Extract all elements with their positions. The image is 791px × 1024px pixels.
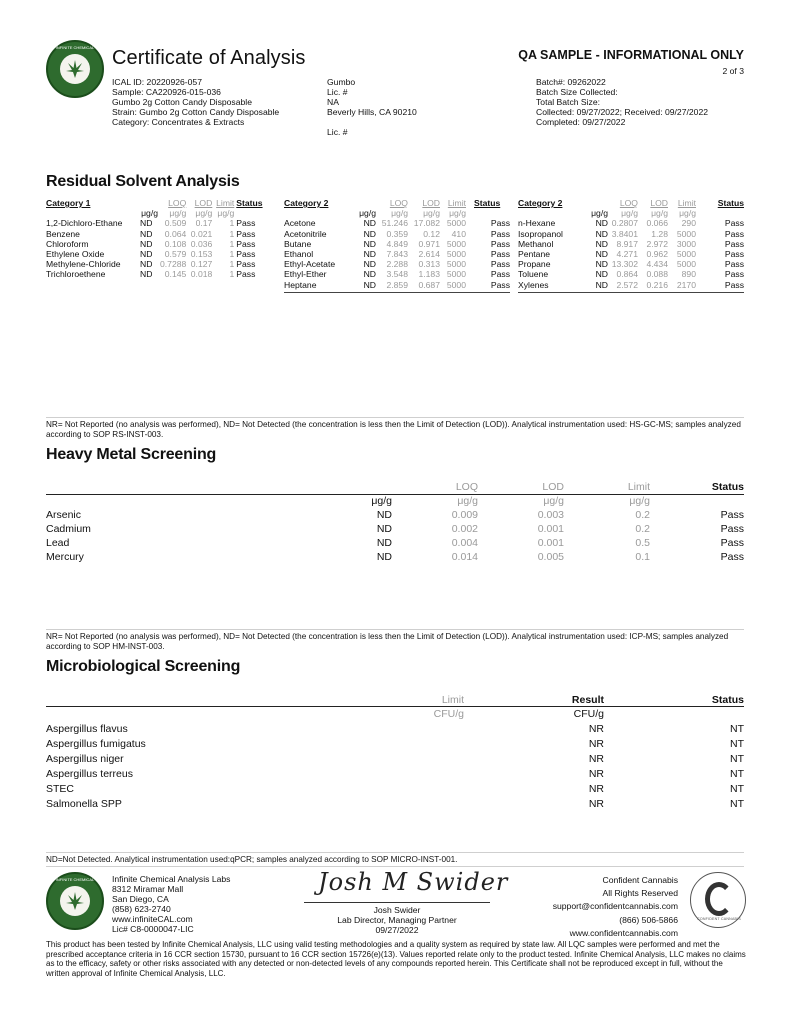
client-info-line: Lic. # <box>327 87 348 97</box>
unit-label: μg/g <box>651 208 668 219</box>
status: Pass <box>490 259 510 270</box>
loq: 0.064 <box>164 228 187 239</box>
category-header: Category 1 <box>46 198 91 208</box>
unit-label: μg/g <box>217 208 235 219</box>
status-header: Status <box>717 198 744 208</box>
unit-label: μg/g <box>423 208 440 219</box>
table-row <box>518 280 744 290</box>
lod: 0.001 <box>537 537 564 549</box>
analyte-name: Trichloroethene <box>46 269 106 280</box>
status: NT <box>730 722 744 735</box>
limit: 410 <box>451 228 466 239</box>
status: Pass <box>720 537 744 549</box>
analyte-name: Acetone <box>284 218 316 229</box>
limit-header: Limit <box>627 481 650 493</box>
analyte-name: Pentane <box>518 249 551 260</box>
micro-table <box>46 693 744 811</box>
result-header: Result <box>571 694 604 706</box>
limit: 5000 <box>446 279 466 290</box>
table-row <box>46 522 744 536</box>
lab-info-line: www.infiniteCAL.com <box>112 914 193 924</box>
table-row <box>46 781 744 796</box>
result: ND <box>140 259 153 270</box>
cannabis-leaf-icon <box>60 54 90 84</box>
loq: 13.302 <box>611 259 638 270</box>
limit: 0.2 <box>635 523 650 535</box>
lod: 0.018 <box>190 269 213 280</box>
lod-header: LOD <box>422 198 440 208</box>
table-row <box>284 229 510 239</box>
limit: 2170 <box>676 279 696 290</box>
loq: 3.8401 <box>611 228 638 239</box>
lod: 4.434 <box>646 259 668 270</box>
lod: 17.082 <box>413 218 440 229</box>
loq: 0.579 <box>164 249 187 260</box>
lod: 0.216 <box>646 279 668 290</box>
lod: 1.28 <box>651 228 668 239</box>
analyte-name: Methylene-Chloride <box>46 259 121 270</box>
table-row <box>518 269 744 279</box>
result: ND <box>363 259 376 270</box>
limit: 0.1 <box>635 551 650 563</box>
limit: 3000 <box>676 238 696 249</box>
sample-info-line: Category: Concentrates & Extracts <box>112 117 245 127</box>
unit-label: μg/g <box>195 208 213 219</box>
loq: 0.145 <box>164 269 187 280</box>
signer-info <box>304 905 490 935</box>
table-row <box>46 259 272 269</box>
unit-label: μg/g <box>591 208 608 219</box>
status-header: Status <box>711 694 744 706</box>
metal-note: NR= Not Reported (no analysis was performed), ND= Not Detected (the concentration is less then the Limit of Detection (LOD)). Analytical instrumentation used: ICP-MS; samples analyzed according to SOP HM-INST-003. <box>46 632 729 651</box>
limit: 890 <box>681 269 696 280</box>
lod: 2.614 <box>418 249 440 260</box>
result: NR <box>588 722 604 735</box>
signer-date: 09/27/2022 <box>375 925 419 935</box>
divider <box>46 866 744 867</box>
analyte-name: Aspergillus fumigatus <box>46 737 146 750</box>
result: ND <box>140 218 153 229</box>
unit-label: CFU/g <box>433 708 464 720</box>
result: ND <box>140 249 153 260</box>
limit: 0.5 <box>635 537 650 549</box>
result: NR <box>588 797 604 810</box>
analyte-name: Toluene <box>518 269 549 280</box>
analyte-name: STEC <box>46 782 75 795</box>
status: Pass <box>724 259 744 270</box>
result: ND <box>376 537 392 549</box>
analyte-name: Propane <box>518 259 551 270</box>
disclaimer: This product has been tested by Infinite Chemical Analysis, LLC using valid testing methodologies and a quality system as required by state law. All LQC samples were performed and met the prescribed acceptance criteria in 16 CCR section 15730, pursuant to 16 CCR section 15726(e)(13). Values reported relate only to the product tested. Infinite Chemical Analysis, LLC makes no claims as to the efficacy, safety or other risks associated with any detected or non-detected levels of any compounds reported herein. This Certificate shall not be reproduced except in full, without the written approval of Infinite Chemical Analysis, LLC. <box>46 940 746 978</box>
lod: 0.088 <box>646 269 668 280</box>
loq: 0.2807 <box>611 218 638 229</box>
loq: 0.004 <box>451 537 478 549</box>
qa-label: QA SAMPLE - INFORMATIONAL ONLY <box>518 48 744 62</box>
unit-label: μg/g <box>391 208 408 219</box>
lab-info-line: 8312 Miramar Mall <box>112 884 184 894</box>
c-letter-icon <box>705 882 733 916</box>
analyte-name: Isopropanol <box>518 228 563 239</box>
status: Pass <box>490 238 510 249</box>
lab-info-line: San Diego, CA <box>112 894 169 904</box>
lod: 0.127 <box>190 259 213 270</box>
result: ND <box>363 228 376 239</box>
lod: 0.005 <box>537 551 564 563</box>
table-row <box>46 218 272 228</box>
unit-label: μg/g <box>543 495 564 507</box>
analyte-name: Ethyl-Ether <box>284 269 327 280</box>
analyte-name: Aspergillus terreus <box>46 767 133 780</box>
table-row <box>46 249 272 259</box>
table-row <box>518 239 744 249</box>
lab-seal-logo: INFINITE CHEMICAL <box>46 872 104 930</box>
loq: 2.859 <box>386 279 408 290</box>
signer-title: Lab Director, Managing Partner <box>337 915 457 925</box>
status: Pass <box>724 279 744 290</box>
table-row <box>46 269 272 279</box>
unit-label: μg/g <box>371 495 392 507</box>
sample-info-line: Gumbo 2g Cotton Candy Disposable <box>112 97 252 107</box>
sample-info-line: Sample: CA220926-015-036 <box>112 87 221 97</box>
limit-header: Limit <box>441 694 464 706</box>
loq: 0.509 <box>164 218 187 229</box>
loq: 2.572 <box>616 279 638 290</box>
table-row <box>284 218 510 228</box>
status: Pass <box>236 259 256 270</box>
result: NR <box>588 752 604 765</box>
result: ND <box>140 269 153 280</box>
loq: 7.843 <box>386 249 408 260</box>
status: Pass <box>236 249 256 260</box>
table-row <box>46 536 744 550</box>
limit: 5000 <box>446 238 466 249</box>
solvent-section-title: Residual Solvent Analysis <box>46 173 240 190</box>
result: ND <box>363 238 376 249</box>
table-row <box>46 229 272 239</box>
loq: 0.009 <box>451 509 478 521</box>
unit-label: μg/g <box>621 208 638 219</box>
lod: 0.003 <box>537 509 564 521</box>
batch-info-line: Completed: 09/27/2022 <box>536 117 626 127</box>
result: ND <box>595 249 608 260</box>
status-header: Status <box>711 481 744 493</box>
lod: 0.687 <box>418 279 440 290</box>
table-row <box>46 751 744 766</box>
lod-header: LOD <box>194 198 213 208</box>
status: NT <box>730 782 744 795</box>
unit-label: μg/g <box>457 495 478 507</box>
batch-info-line: Batch#: 09262022 <box>536 77 606 87</box>
unit-label: μg/g <box>141 208 158 219</box>
status-header: Status <box>474 198 501 208</box>
limit: 1 <box>229 238 235 249</box>
signer-name: Josh Swider <box>373 905 421 915</box>
lod: 1.183 <box>418 269 440 280</box>
limit: 1 <box>229 259 235 270</box>
status: Pass <box>724 228 744 239</box>
status: Pass <box>720 523 744 535</box>
batch-info-line: Total Batch Size: <box>536 97 601 107</box>
loq: 8.917 <box>616 238 638 249</box>
divider <box>518 292 744 293</box>
result: ND <box>595 269 608 280</box>
status: Pass <box>236 238 256 249</box>
analyte-name: Xylenes <box>518 279 549 290</box>
limit-header: Limit <box>447 198 466 208</box>
limit: 5000 <box>676 249 696 260</box>
status: Pass <box>490 279 510 290</box>
client-info-line <box>327 117 417 127</box>
signature-line <box>304 902 490 903</box>
limit: 0.2 <box>635 509 650 521</box>
analyte-name: Lead <box>46 537 70 549</box>
result: NR <box>588 737 604 750</box>
status: Pass <box>490 218 510 229</box>
status: Pass <box>720 551 744 563</box>
client-info <box>327 77 417 137</box>
table-row <box>518 249 744 259</box>
table-row <box>284 280 510 290</box>
status-header: Status <box>236 198 263 208</box>
loq-header: LOQ <box>168 198 187 208</box>
status: NT <box>730 737 744 750</box>
result: ND <box>363 269 376 280</box>
table-row <box>46 239 272 249</box>
loq: 51.246 <box>381 218 408 229</box>
result: ND <box>376 523 392 535</box>
metal-section-title: Heavy Metal Screening <box>46 446 217 463</box>
analyte-name: 1,2-Dichloro-Ethane <box>46 218 123 229</box>
loq: 0.864 <box>616 269 638 280</box>
status: Pass <box>490 228 510 239</box>
limit: 5000 <box>446 269 466 280</box>
lab-info <box>112 874 230 934</box>
limit-header: Limit <box>216 198 235 208</box>
lod: 0.313 <box>418 259 440 270</box>
lod: 0.12 <box>423 228 440 239</box>
loq-header: LOQ <box>619 198 638 208</box>
lod: 0.036 <box>190 238 213 249</box>
table-row <box>46 796 744 811</box>
limit: 5000 <box>446 249 466 260</box>
divider <box>284 292 510 293</box>
solvent-table-category-1 <box>46 198 272 280</box>
result: NR <box>588 782 604 795</box>
result: NR <box>588 767 604 780</box>
limit: 290 <box>681 218 696 229</box>
status: Pass <box>724 269 744 280</box>
result: ND <box>363 249 376 260</box>
limit: 5000 <box>446 218 466 229</box>
solvent-note: NR= Not Reported (no analysis was performed), ND= Not Detected (the concentration is less then the Limit of Detection (LOD)). Analytical instrumentation used: HS-GC-MS; samples analyzed according to SOP RS-INST-003. <box>46 420 741 439</box>
lod: 0.17 <box>195 218 213 229</box>
analyte-name: Salmonella SPP <box>46 797 122 810</box>
table-row <box>46 550 744 564</box>
table-row <box>284 259 510 269</box>
table-row <box>518 229 744 239</box>
status: Pass <box>236 269 256 280</box>
result: ND <box>595 279 608 290</box>
result: ND <box>363 218 376 229</box>
page-number: 2 of 3 <box>722 66 744 76</box>
unit-label: μg/g <box>449 208 466 219</box>
cc-info-line: All Rights Reserved <box>602 888 678 899</box>
lod: 0.001 <box>537 523 564 535</box>
page-title: Certificate of Analysis <box>112 47 306 69</box>
limit: 1 <box>229 249 235 260</box>
sample-info-line: Strain: Gumbo 2g Cotton Candy Disposable <box>112 107 280 117</box>
result: ND <box>363 279 376 290</box>
status: Pass <box>724 238 744 249</box>
result: ND <box>595 259 608 270</box>
loq: 4.271 <box>616 249 638 260</box>
result: ND <box>376 509 392 521</box>
micro-note: ND=Not Detected. Analytical instrumentation used:qPCR; samples analyzed according to SOP MICRO-INST-001. <box>46 855 458 864</box>
lod: 0.021 <box>190 228 213 239</box>
category-header: Category 2 <box>518 198 563 208</box>
limit: 1 <box>229 218 235 229</box>
lod: 0.066 <box>646 218 668 229</box>
limit: 5000 <box>676 228 696 239</box>
table-row <box>46 508 744 522</box>
client-info-line: Lic. # <box>327 127 348 137</box>
result: ND <box>140 238 153 249</box>
table-row <box>284 249 510 259</box>
category-header: Category 2 <box>284 198 329 208</box>
status: Pass <box>236 228 256 239</box>
lab-seal-logo: INFINITE CHEMICAL <box>46 40 104 98</box>
analyte-name: Butane <box>284 238 312 249</box>
batch-info-line: Collected: 09/27/2022; Received: 09/27/2022 <box>536 107 709 117</box>
loq: 0.002 <box>451 523 478 535</box>
analyte-name: Chloroform <box>46 238 89 249</box>
lab-info-line: (858) 623-2740 <box>112 904 171 914</box>
status: NT <box>730 767 744 780</box>
lod: 0.971 <box>418 238 440 249</box>
analyte-name: Aspergillus flavus <box>46 722 128 735</box>
analyte-name: Benzene <box>46 228 80 239</box>
table-row <box>46 736 744 751</box>
analyte-name: Ethylene Oxide <box>46 249 105 260</box>
lab-info-line: Lic# C8-0000047-LIC <box>112 924 194 934</box>
lod-header: LOD <box>542 481 564 493</box>
client-info-line: Gumbo <box>327 77 356 87</box>
divider <box>46 629 744 630</box>
cc-logo-text: CONFIDENT CANNABIS <box>697 917 741 921</box>
table-row <box>46 766 744 781</box>
status: Pass <box>724 249 744 260</box>
loq: 3.548 <box>386 269 408 280</box>
analyte-name: Methanol <box>518 238 554 249</box>
analyte-name: Cadmium <box>46 523 91 535</box>
lod: 0.153 <box>190 249 213 260</box>
cc-info-line: Confident Cannabis <box>602 875 678 885</box>
lab-info-line: Infinite Chemical Analysis Labs <box>112 874 231 884</box>
result: ND <box>595 228 608 239</box>
solvent-table-category-2b <box>518 198 744 290</box>
cc-info-line: support@confidentcannabis.com <box>552 901 678 912</box>
table-row <box>518 259 744 269</box>
divider <box>46 852 744 853</box>
limit: 5000 <box>446 259 466 270</box>
lod: 0.962 <box>646 249 668 260</box>
status: Pass <box>236 218 256 229</box>
cc-info <box>553 874 678 940</box>
analyte-name: Ethanol <box>284 249 314 260</box>
loq: 0.108 <box>164 238 187 249</box>
analyte-name: Mercury <box>46 551 84 563</box>
analyte-name: n-Hexane <box>518 218 556 229</box>
analyte-name: Ethyl-Acetate <box>284 259 336 270</box>
loq: 2.288 <box>386 259 408 270</box>
analyte-name: Heptane <box>284 279 317 290</box>
unit-label: μg/g <box>169 208 187 219</box>
table-row <box>46 721 744 736</box>
status: NT <box>730 752 744 765</box>
analyte-name: Arsenic <box>46 509 82 521</box>
loq: 0.014 <box>451 551 478 563</box>
loq-header: LOQ <box>455 481 478 493</box>
result: ND <box>376 551 392 563</box>
result: ND <box>140 228 153 239</box>
table-row <box>284 239 510 249</box>
status: NT <box>730 797 744 810</box>
result: ND <box>595 238 608 249</box>
loq: 0.7288 <box>160 259 187 270</box>
signature: Josh M Swider <box>318 868 509 896</box>
batch-info-line: Batch Size Collected: <box>536 87 618 97</box>
result: ND <box>595 218 608 229</box>
loq: 4.849 <box>386 238 408 249</box>
status: Pass <box>720 509 744 521</box>
status: Pass <box>490 249 510 260</box>
analyte-name: Aspergillus niger <box>46 752 124 765</box>
unit-label: μg/g <box>679 208 696 219</box>
loq: 0.359 <box>386 228 408 239</box>
unit-label: CFU/g <box>573 708 604 720</box>
client-info-line: NA <box>327 97 339 107</box>
limit: 1 <box>229 269 235 280</box>
solvent-table-category-2a <box>284 198 510 290</box>
divider <box>46 417 744 418</box>
limit: 1 <box>229 228 235 239</box>
analyte-name: Acetonitrile <box>284 228 327 239</box>
cannabis-leaf-icon <box>60 886 90 916</box>
metal-table <box>46 480 744 564</box>
status: Pass <box>490 269 510 280</box>
sample-info <box>112 77 279 127</box>
unit-label: μg/g <box>629 495 650 507</box>
client-info-line: Beverly Hills, CA 90210 <box>327 107 417 117</box>
status: Pass <box>724 218 744 229</box>
confident-cannabis-logo <box>690 872 746 928</box>
micro-section-title: Microbiological Screening <box>46 658 241 675</box>
table-row <box>518 218 744 228</box>
batch-info <box>536 77 708 127</box>
unit-label: μg/g <box>359 208 376 219</box>
loq-header: LOQ <box>389 198 408 208</box>
limit-header: Limit <box>677 198 696 208</box>
sample-info-line: ICAL ID: 20220926-057 <box>112 77 202 87</box>
lod-header: LOD <box>650 198 668 208</box>
table-row <box>284 269 510 279</box>
lod: 2.972 <box>646 238 668 249</box>
cc-info-line: (866) 506-5866 <box>619 914 678 925</box>
limit: 5000 <box>676 259 696 270</box>
cc-info-line: www.confidentcannabis.com <box>569 927 678 938</box>
